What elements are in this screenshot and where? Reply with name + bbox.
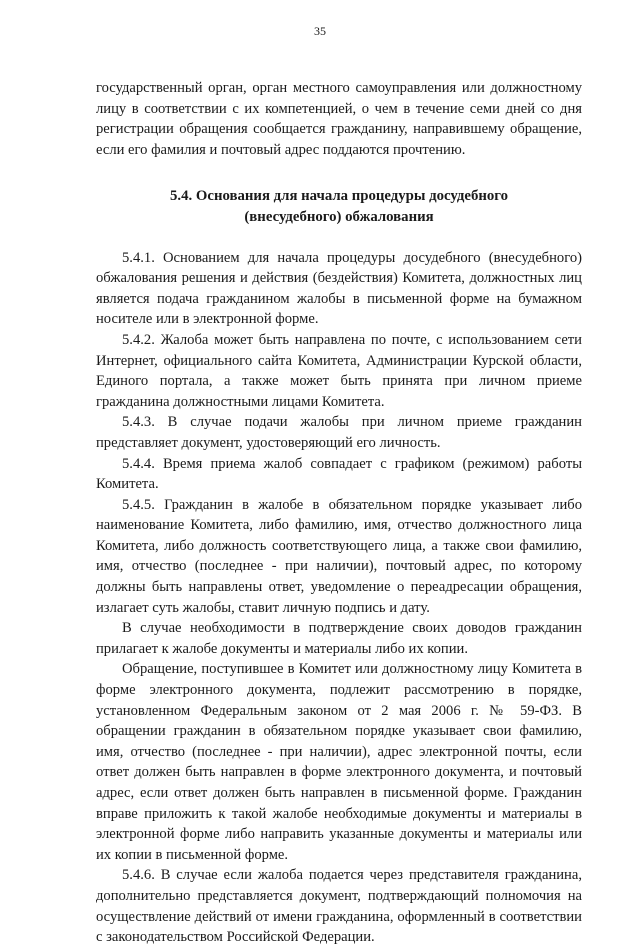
paragraph-5-4-2: 5.4.2. Жалоба может быть направлена по почте, с использованием сети Интернет, официального сайта Комитета, Администрации Курской области, Единого портала, а также может быть принята при личном приеме гражданина должностными лицами Комитета. (96, 331, 582, 410)
paragraph-5-4-4: 5.4.4. Время приема жалоб совпадает с графиком (режимом) работы Комитета. (96, 455, 582, 493)
paragraph-5-4-5: 5.4.5. Гражданин в жалобе в обязательном порядке указывает либо наименование Комитета, либо фамилию, имя, отчество должностного лица Комитета, либо должность соответствующего лица, а также свои фамилию, имя, отчество (последнее - при наличии), почтовый адрес, по которому должны быть направлены ответ, уведомление о переадресации обращения, излагает суть жалобы, ставит личную подпись и дату. (96, 496, 582, 616)
document-body (96, 78, 582, 948)
section-heading-line-2: (внесудебного) обжалования (244, 208, 434, 225)
paragraph-electronic-appeal: Обращение, поступившее в Комитет или должностному лицу Комитета в форме электронного документа, подлежит рассмотрению в порядке, установленном Федеральным законом от 2 мая 2006 г. № 59-ФЗ. В обращении гражданин в обязательном порядке указывает свои фамилию, имя, отчество (последнее - при наличии), адрес электронной почты, если ответ должен быть направлен в форме электронного документа, и почтовый адрес, если ответ должен быть направлен в письменной форме. Гражданин вправе приложить к такой жалобе необходимые документы и материалы в электронной форме либо направить указанные документы и материалы или их копии в письменной форме. (96, 661, 582, 863)
page-number: 35 (314, 24, 326, 38)
section-heading (96, 186, 582, 227)
paragraph-5-4-1: 5.4.1. Основанием для начала процедуры досудебного (внесудебного) обжалования решения и действия (бездействия) Комитета, должностных лиц является подача гражданином жалобы в письменной форме на бумажном носителе или в электронной форме. (96, 249, 582, 328)
paragraph-5-4-6: 5.4.6. В случае если жалоба подается через представителя гражданина, дополнительно представляется документ, подтверждающий полномочия на осуществление действий от имени гражданина, оформленный в соответствии с законодательством Российской Федерации. (96, 867, 582, 946)
paragraph-5-4-3: 5.4.3. В случае подачи жалобы при личном приеме гражданин представляет документ, удостоверяющий его личность. (96, 414, 582, 451)
intro-paragraph: государственный орган, орган местного самоуправления или должностному лицу в соответствии с их компетенцией, о чем в течение семи дней со дня регистрации обращения сообщается гражданину, направившему обращение, если его фамилия и почтовый адрес поддаются прочтению. (96, 80, 582, 158)
section-heading-line-1: 5.4. Основания для начала процедуры досудебного (169, 188, 509, 205)
paragraph-supporting-documents: В случае необходимости в подтверждение своих доводов гражданин прилагает к жалобе документы и материалы либо их копии. (96, 620, 582, 657)
